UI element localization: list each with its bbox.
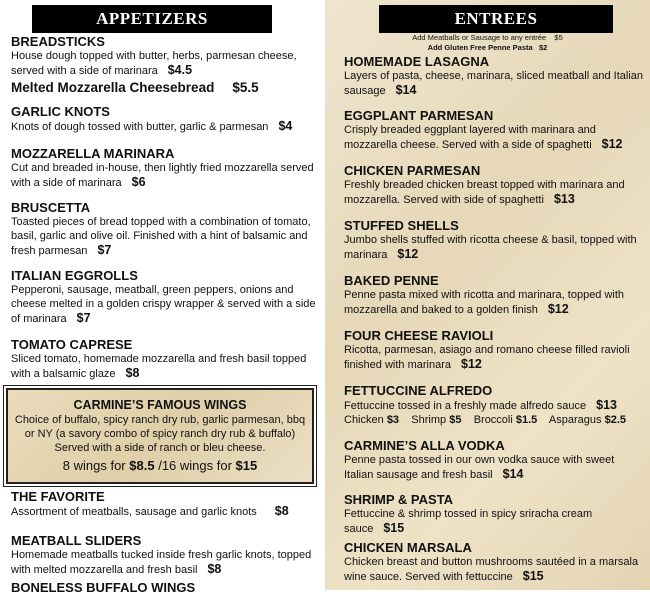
menu-item (11, 533, 316, 577)
item-name: CHICKEN PARMESAN (344, 163, 481, 178)
addon-price: $3 (386, 414, 400, 426)
menu-item (11, 79, 316, 97)
note-price: $2 (538, 43, 548, 52)
item-name: EGGPLANT PARMESAN (344, 108, 494, 123)
item-name: Melted Mozzarella Cheesebread (11, 80, 215, 95)
item-name: TOMATO CAPRESE (11, 337, 133, 352)
item-desc: Sliced tomato, homemade mozzarella and fresh basil topped with a balsamic glaze (11, 353, 307, 380)
item-name: MOZZARELLA MARINARA (11, 146, 175, 161)
item-price: $12 (601, 137, 623, 151)
item-price: $14 (502, 467, 524, 481)
item-price: $14 (395, 83, 417, 97)
item-desc: Jumbo shells stuffed with ricotta cheese & basil, topped with marinara (344, 234, 637, 261)
item-name: FETTUCCINE ALFREDO (344, 383, 493, 398)
item-name: HOMEMADE LASAGNA (344, 54, 490, 69)
item-price: $13 (596, 398, 617, 412)
item-desc: Fettuccine tossed in a freshly made alfredo sauce (344, 400, 587, 412)
item-name: BREADSTICKS (11, 34, 105, 49)
item-price: $8 (274, 504, 289, 518)
item-price: $8 (125, 366, 140, 380)
item-price: $5.5 (232, 80, 259, 95)
wings-price-8: $8.5 (129, 458, 155, 473)
item-name: CHICKEN MARSALA (344, 540, 472, 555)
addon-price: $1.5 (515, 414, 538, 426)
note-text: Add Gluten Free Penne Pasta (427, 43, 533, 52)
menu-item (11, 268, 316, 326)
item-desc: Layers of pasta, cheese, marinara, sliced meatball and Italian sausage (344, 70, 643, 97)
item-desc: Knots of dough tossed with butter, garlic & parmesan (11, 121, 269, 133)
note-text: Add Meatballs or Sausage to any entrée (412, 33, 547, 42)
note-price: $5 (554, 33, 563, 42)
item-desc: Ricotta, parmesan, asiago and romano cheese filled ravioli finished with marinara (344, 344, 630, 371)
menu-item (344, 383, 644, 427)
menu-item (344, 54, 644, 98)
menu-item (344, 218, 644, 262)
addon-price: $2.5 (604, 414, 626, 426)
menu-item (344, 540, 644, 584)
item-price: $12 (461, 357, 482, 371)
addon-name: Asparagus (548, 414, 602, 426)
menu-item (344, 492, 644, 536)
addon-name: Broccoli (473, 414, 513, 426)
item-desc: Pepperoni, sausage, meatball, green peppers, onions and cheese melted in a golden crispy wrapper & served with a side of marinara (11, 284, 316, 325)
item-name: BAKED PENNE (344, 273, 439, 288)
wings-title: CARMINE’S FAMOUS WINGS (73, 398, 247, 412)
item-price: $13 (553, 192, 575, 206)
item-price: $15 (383, 521, 405, 535)
addons (344, 413, 644, 427)
item-price: $7 (76, 311, 91, 325)
item-desc: Penne pasta tossed in our own vodka sauce with sweet Italian sausage and fresh basil (344, 454, 615, 481)
entrees-note (325, 43, 650, 52)
item-name: GARLIC KNOTS (11, 104, 110, 119)
item-desc: Freshly breaded chicken breast topped with marinara and mozzarella. Served with side of spaghetti (344, 179, 625, 206)
item-name: MEATBALL SLIDERS (11, 533, 142, 548)
menu-item (344, 438, 644, 482)
entrees-column (325, 0, 650, 590)
item-price: $12 (547, 302, 569, 316)
wings-price-16: $15 (235, 458, 258, 473)
item-desc: Crisply breaded eggplant layered with marinara and mozzarella cheese. Served with a side of spaghetti (344, 124, 596, 151)
menu-item (344, 328, 644, 372)
appetizers-header: APPETIZERS (32, 5, 272, 33)
menu-item (344, 108, 644, 152)
menu-item (11, 489, 316, 519)
item-name: STUFFED SHELLS (344, 218, 459, 233)
wings-price-label: 8 wings for (62, 458, 126, 473)
wings-price (8, 458, 312, 473)
item-price: $12 (397, 247, 419, 261)
menu-item (11, 34, 316, 78)
item-desc: Fettuccine & shrimp tossed in spicy sriracha cream sauce (344, 508, 593, 535)
item-price: $7 (97, 243, 112, 257)
item-desc: Homemade meatballs tucked inside fresh garlic knots, topped with melted mozzarella and fresh basil (11, 549, 312, 576)
menu-item (11, 200, 316, 258)
wings-desc: Served with a side of ranch or bleu cheese. (54, 442, 266, 454)
item-desc: Toasted pieces of bread topped with a combination of tomato, basil, garlic and olive oil. Finished with a hint of balsamic and fresh parmesan (11, 216, 311, 257)
item-desc: House dough topped with butter, herbs, parmesan cheese, served with a side of marinara (11, 50, 297, 77)
item-name: FOUR CHEESE RAVIOLI (344, 328, 494, 343)
item-name: BONELESS BUFFALO WINGS (11, 580, 196, 595)
item-price: $8 (207, 562, 222, 576)
item-desc: Assortment of meatballs, sausage and garlic knots (11, 506, 257, 518)
item-name: SHRIMP & PASTA (344, 492, 454, 507)
menu-item (11, 580, 316, 595)
entrees-note (325, 33, 650, 42)
wings-desc: or NY (a savory combo of spicy ranch dry rub & buffalo) (24, 428, 296, 440)
addon-price: $5 (449, 414, 462, 426)
item-price: $4 (278, 119, 293, 133)
item-name: ITALIAN EGGROLLS (11, 268, 138, 283)
item-name: THE FAVORITE (11, 489, 105, 504)
item-name: BRUSCETTA (11, 200, 91, 215)
item-price: $6 (131, 175, 146, 189)
addon-name: Chicken (344, 414, 384, 426)
wings-desc: Choice of buffalo, spicy ranch dry rub, garlic parmesan, bbq (14, 414, 306, 426)
item-price: $4.5 (167, 63, 193, 77)
item-price: $15 (522, 569, 544, 583)
item-desc: Penne pasta mixed with ricotta and marinara, topped with mozzarella and baked to a golden finish (344, 289, 625, 316)
menu-item (11, 146, 316, 190)
entrees-header: ENTREES (379, 5, 613, 33)
item-desc: Chicken breast and button mushrooms sautéed in a marsala wine sauce. Served with fettuccine (344, 556, 639, 583)
menu-item (11, 104, 316, 134)
menu-item (344, 273, 644, 317)
item-desc: Cut and breaded in-house, then lightly fried mozzarella served with a side of marinara (11, 162, 314, 189)
item-name: CARMINE’S ALLA VODKA (344, 438, 505, 453)
wings-price-label: /16 wings for (158, 458, 232, 473)
addon-name: Shrimp (411, 414, 447, 426)
menu-item (344, 163, 644, 207)
menu-item (11, 337, 316, 381)
wings-box (6, 388, 314, 484)
